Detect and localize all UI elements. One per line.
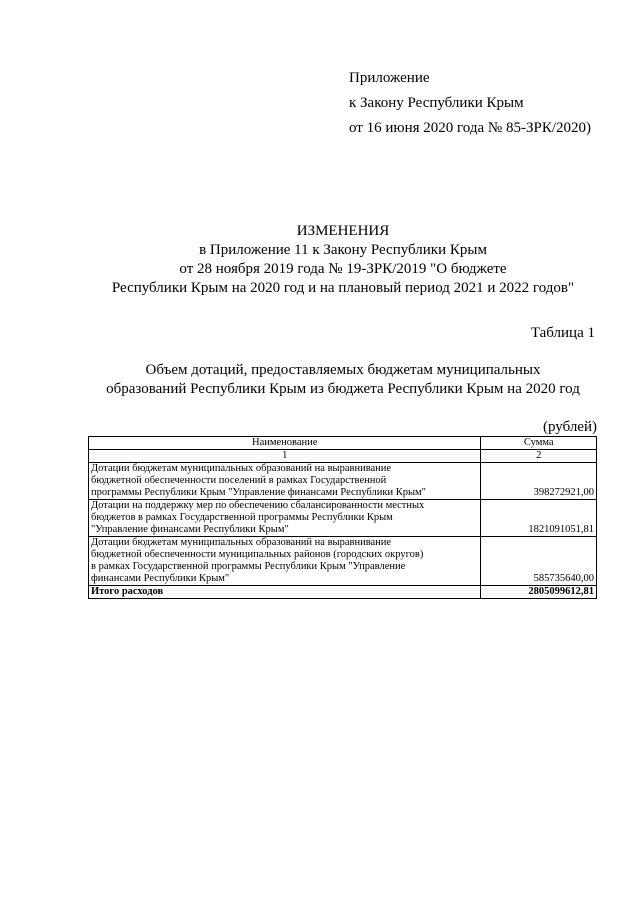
row-sum: 398272921,00	[481, 463, 597, 500]
header-name: Наименование	[89, 437, 481, 450]
table-row	[89, 500, 597, 537]
row-name-line: Дотации бюджетам муниципальных образований на выравнивание	[91, 463, 392, 474]
title-line: Республики Крым на 2020 год и на плановый период 2021 и 2022 годов"	[111, 280, 575, 296]
title-line: ИЗМЕНЕНИЯ	[296, 223, 390, 239]
row-name-line: бюджетной обеспеченности поселений в рамках Государственной	[91, 475, 387, 486]
budget-table	[88, 436, 597, 599]
units-label: (рублей)	[542, 419, 597, 435]
appendix-header	[349, 66, 591, 141]
row-sum: 585735640,00	[481, 537, 597, 586]
row-name-line: программы Республики Крым "Управление финансами Республики Крым"	[91, 487, 426, 498]
row-name-line: в рамках Государственной программы Республики Крым "Управление	[91, 561, 406, 572]
row-name-cell	[89, 500, 481, 537]
title-line: от 28 ноября 2019 года № 19-ЗРК/2019 "О бюджете	[179, 261, 507, 277]
row-name-line: бюджетов в рамках Государственной программы Республики Крым	[91, 512, 393, 523]
row-name-line: финансами Республики Крым"	[91, 573, 230, 584]
caption-line: образований Республики Крым из бюджета Республики Крым на 2020 год	[106, 381, 580, 397]
row-name-cell	[89, 537, 481, 586]
row-sum: 1821091051,81	[481, 500, 597, 537]
total-sum: 2805099612,81	[481, 586, 597, 599]
header-row	[89, 437, 597, 450]
table-label: Таблица 1	[530, 325, 595, 341]
document-title	[60, 222, 626, 298]
table-row	[89, 463, 597, 500]
appendix-line: от 16 июня 2020 года № 85-ЗРК/2020)	[349, 120, 591, 136]
row-name-line: Дотации на поддержку мер по обеспечению сбалансированности местных	[91, 500, 425, 511]
row-name-line: Дотации бюджетам муниципальных образований на выравнивание	[91, 537, 392, 548]
title-line: в Приложение 11 к Закону Республики Крым	[199, 242, 487, 258]
row-name-cell	[89, 463, 481, 500]
appendix-line: Приложение	[349, 70, 430, 86]
caption-line: Объем дотаций, предоставляемых бюджетам муниципальных	[145, 362, 541, 378]
column-number-row	[89, 450, 597, 463]
appendix-line: к Закону Республики Крым	[349, 95, 524, 111]
table-row	[89, 537, 597, 586]
total-row	[89, 586, 597, 599]
row-name-line: "Управление финансами Республики Крым"	[91, 524, 289, 535]
column-number: 2	[481, 450, 597, 463]
row-name-line: бюджетной обеспеченности муниципальных районов (городских округов)	[91, 549, 424, 560]
total-label: Итого расходов	[89, 586, 481, 599]
header-sum: Сумма	[481, 437, 597, 450]
table-caption	[60, 361, 626, 399]
column-number: 1	[89, 450, 481, 463]
